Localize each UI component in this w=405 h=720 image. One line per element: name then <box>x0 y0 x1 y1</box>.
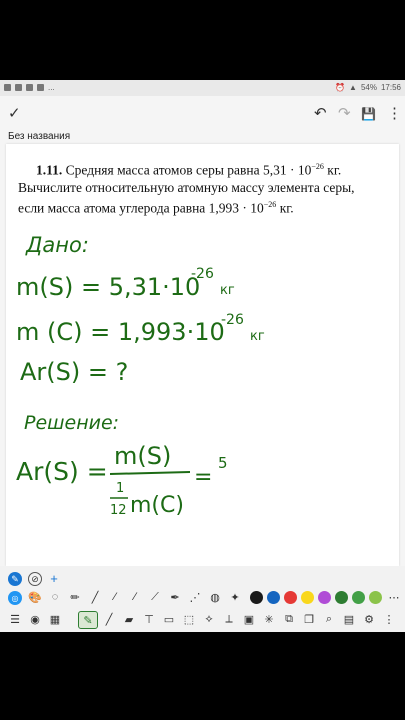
notification-icon <box>26 84 33 91</box>
color-swatch-green[interactable] <box>352 591 365 604</box>
active-pen-icon[interactable]: ✎ <box>78 611 98 629</box>
marker-icon[interactable]: ⁄ <box>114 591 116 603</box>
problem-line-2: Вычислите относительную атомную массу элемента серы, <box>18 179 355 195</box>
problem-number: 1.11. <box>36 162 63 178</box>
solution-heading: Решение: <box>24 412 120 434</box>
coef-denominator: 12 <box>110 503 127 518</box>
blur-icon[interactable]: ◍ <box>210 591 220 604</box>
copy-icon[interactable]: ❐ <box>304 613 314 626</box>
notification-icon <box>4 84 11 91</box>
problem-text-3: если масса атома углерода равна 1,993 · 10 <box>18 200 264 215</box>
check-icon[interactable]: ✓ <box>8 105 21 122</box>
more-options-icon[interactable]: ⋮ <box>387 105 402 122</box>
formula-result: 5 <box>218 454 228 472</box>
given-line-2-exp: -26 <box>221 312 244 328</box>
fraction-bar <box>110 472 190 474</box>
pen-icon[interactable]: ╱ <box>105 613 113 626</box>
signal-icon: ▲ <box>349 83 357 92</box>
status-time: 17:56 <box>380 83 401 92</box>
lasso-tool-icon[interactable]: ⟡ <box>205 612 213 625</box>
color-swatch-blue[interactable] <box>267 591 280 604</box>
given-line-1-unit: кг <box>220 283 235 298</box>
eye-icon[interactable]: ◉ <box>30 613 40 626</box>
handwriting-layer <box>6 144 399 566</box>
status-left <box>4 83 55 92</box>
color-swatch-lightgreen[interactable] <box>369 591 382 604</box>
undo-icon[interactable]: ↶ <box>314 105 327 122</box>
page-icon[interactable]: ▤ <box>343 613 355 626</box>
highlighter-icon[interactable]: ⟋ <box>151 590 159 603</box>
more-tools-icon[interactable]: ⋯ <box>388 591 400 604</box>
status-dots: ... <box>48 83 55 92</box>
coef-numerator: 1 <box>116 481 125 496</box>
settings-icon[interactable]: ⚙ <box>364 613 374 626</box>
zoom-icon[interactable]: ⌕ <box>325 612 333 625</box>
formula-numerator: m(S) <box>114 442 172 470</box>
redo-icon[interactable]: ↷ <box>338 105 351 122</box>
hand-icon[interactable]: ☰ <box>10 613 20 626</box>
spray-icon[interactable]: ⋰ <box>189 591 201 604</box>
given-heading: Дано: <box>26 233 89 257</box>
app-screen <box>0 80 405 632</box>
problem-unit-1: кг. <box>323 162 342 178</box>
brush-icon[interactable]: ╱ <box>91 591 99 604</box>
fountain-pen-icon[interactable]: ✒ <box>170 591 180 604</box>
alarm-icon: ⏰ <box>335 83 346 92</box>
eraser-mode-icon[interactable]: ⊘ <box>28 572 42 586</box>
given-line-3: Ar(S) = ? <box>20 358 129 386</box>
bottom-toolbar <box>0 566 405 632</box>
text-tool-icon[interactable]: ⊤ <box>144 613 154 626</box>
add-icon[interactable]: + <box>50 570 58 586</box>
problem-exp-1: −26 <box>311 162 324 171</box>
palette-icon[interactable]: ◎ <box>8 591 22 605</box>
formula-equals: = <box>194 465 213 490</box>
problem-exp-2: −26 <box>263 199 277 209</box>
formula-lhs: Ar(S) = <box>16 457 108 486</box>
pencil-icon[interactable]: ✏ <box>70 591 80 604</box>
color-swatch-purple[interactable] <box>318 591 331 604</box>
document-title: Без названия <box>8 131 71 142</box>
layers-icon[interactable]: ⧉ <box>285 612 293 625</box>
given-line-1-exp: -26 <box>191 266 214 282</box>
color-swatch-darkgreen[interactable] <box>335 591 348 604</box>
given-line-2-unit: кг <box>250 329 265 344</box>
notification-icon <box>37 84 44 91</box>
sticker-icon[interactable]: 🎨 <box>28 591 42 604</box>
image-tool-icon[interactable]: ▣ <box>243 613 255 626</box>
problem-text-1: Средняя масса атомов серы равна 5,31 · 10 <box>65 162 312 178</box>
calligraphy-icon[interactable]: ∕ <box>134 591 136 603</box>
shape-tool-icon[interactable]: ▭ <box>163 613 175 626</box>
select-tool-icon[interactable]: ⬚ <box>183 613 195 626</box>
problem-unit-2: кг. <box>276 200 294 215</box>
color-swatch-yellow[interactable] <box>301 591 314 604</box>
grid-icon[interactable]: ▦ <box>49 613 61 626</box>
save-icon[interactable]: 💾 <box>361 107 376 121</box>
secondary-toolbar <box>0 608 405 630</box>
battery-level: 54% <box>360 83 377 92</box>
notification-icon <box>15 84 22 91</box>
pen-mode-icon[interactable]: ✎ <box>8 572 22 586</box>
tool-more-icon[interactable]: ⋮ <box>383 613 395 626</box>
color-swatch-black[interactable] <box>250 591 263 604</box>
given-line-1: m(S) = 5,31·10 <box>16 273 201 301</box>
ruler-tool-icon[interactable]: ⟂ <box>225 612 233 625</box>
document-page[interactable] <box>6 144 399 566</box>
status-right <box>335 83 401 92</box>
given-line-2: m (C) = 1,993·10 <box>16 318 225 346</box>
top-toolbar <box>0 96 405 134</box>
status-bar <box>0 80 405 96</box>
laser-tool-icon[interactable]: ✳ <box>264 613 274 626</box>
formula-denominator: m(C) <box>130 493 184 518</box>
highlighter-tool-icon[interactable]: ▰ <box>124 613 134 626</box>
color-swatch-red[interactable] <box>284 591 297 604</box>
effects-icon[interactable]: ✦ <box>230 591 240 604</box>
lasso-icon[interactable]: ◌ <box>51 591 59 603</box>
